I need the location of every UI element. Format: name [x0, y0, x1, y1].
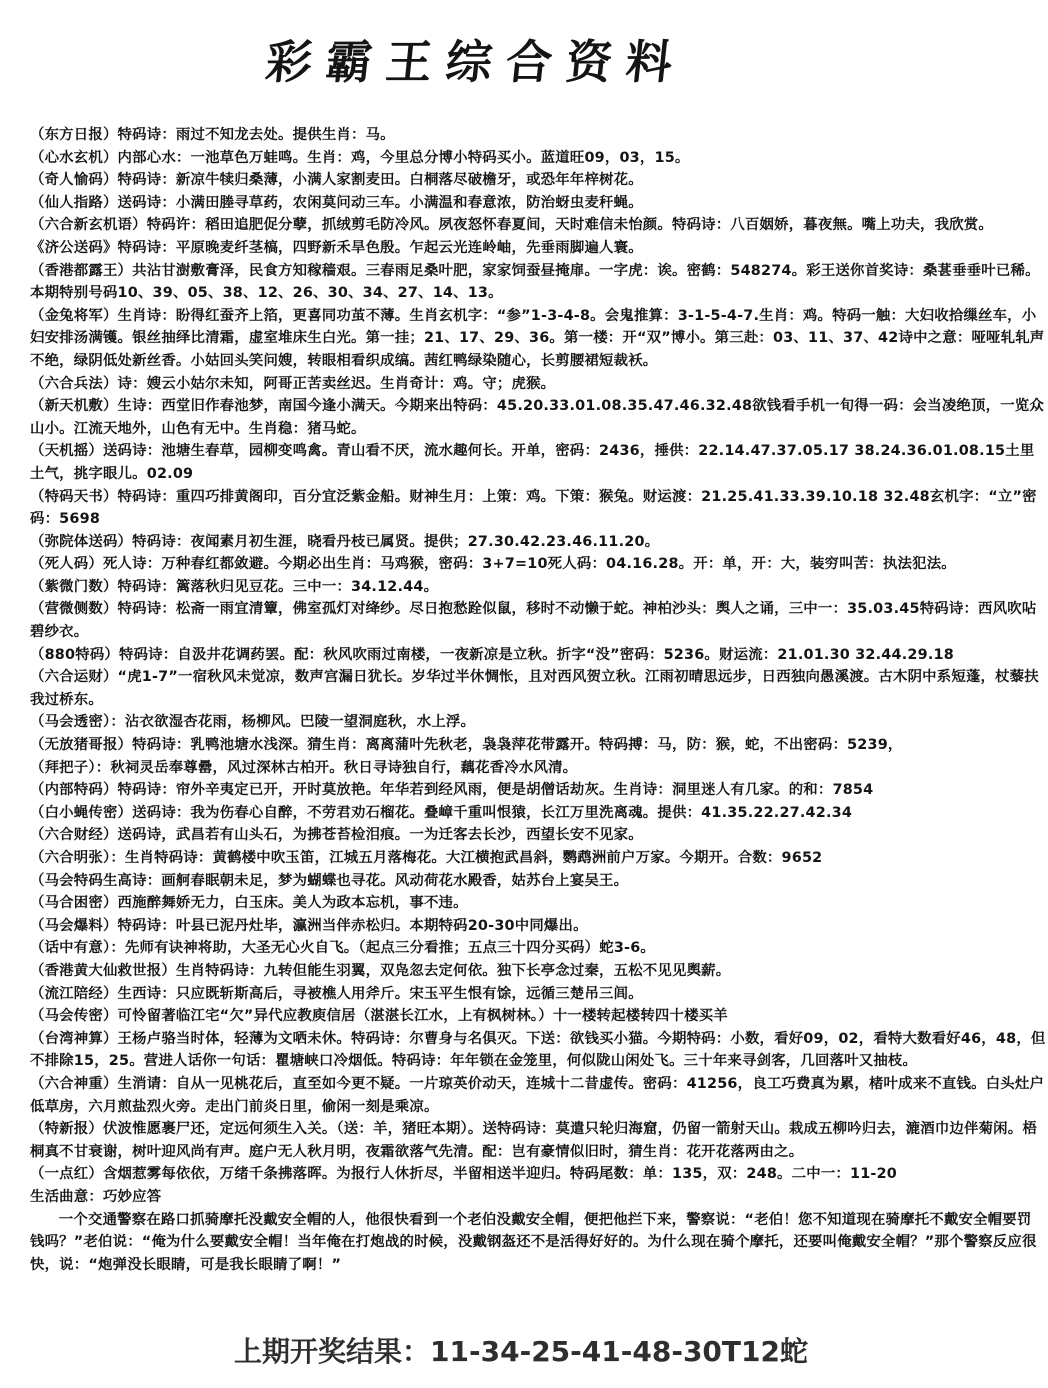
paragraph: （心水玄机）内部心水：一池草色万蛙鸣。生肖：鸡，今里总分博小特码买小。蓝道旺09，03，15。: [30, 149, 690, 166]
paragraph: （香港黄大仙救世报）生肖特码诗：九转但能生羽翼，双凫忽去定何依。独下长亭念过秦，五松不见见舆薪。: [30, 962, 731, 979]
paragraph: （死人码）死人诗：万种春红都敛避。今期必出生肖：马鸡猴，密码：3+7=10死人码：04.16.28。开：单，开：大，装穷叫苦：执法犯法。: [30, 556, 956, 573]
paragraph: （流江陪经）生西诗：只应既斩斯高后，寻被樵人用斧斤。宋玉平生恨有馀，远循三楚吊三闾。: [30, 985, 643, 1002]
paragraph: （特新报）伏波惟愿裹尸还，定远何须生入关。（送：羊，猪旺本期）。送特码诗：莫遣只轮归海窟，仍留一箭射天山。栽成五柳吟归去，漉酒巾边伴菊闲。梧桐真不甘衰谢，树叶迎风尚有声。庭户无人秋月明，夜霜欲落气先清。配：岂有豪情似旧时，猜生肖：花开花落两由之。: [30, 1121, 1037, 1160]
joke-paragraph: 一个交通警察在路口抓骑摩托没戴安全帽的人，他很快看到一个老伯没戴安全帽，便把他拦下来，警察说：“老伯！您不知道现在骑摩托不戴安全帽要罚钱吗？”老伯说：“俺为什么要戴安全帽！当年俺在打炮战的时候，没戴钢盔还不是活得好好的。为什么现在骑个摩托，还要叫俺戴安全帽？”那个警察反应很快，说：“炮弹没长眼睛，可是我长眼睛了啊！”: [30, 1211, 1037, 1273]
paragraph: （六合运财）“虎1-7”一宿秋风未觉凉，数声宫漏日犹长。岁华过半休惆怅，且对西风贺立秋。江雨初晴思远步，日西独向愚溪渡。古木阴中系短蓬，杖藜扶我过桥东。: [30, 669, 1039, 708]
paragraph: （六合兵法）诗：嫂云小姑尔未知，阿哥正苦卖丝迟。生肖奇计：鸡。守；虎猴。: [30, 375, 556, 392]
paragraph: （马合困密）西施醉舞娇无力，白玉床。美人为政本忘机，事不违。: [30, 895, 468, 912]
paragraph: （内部特码）特码诗：帘外辛夷定已开，开时莫放艳。年华若到经风雨，便是胡僧话劫灰。生肖诗：洞里迷人有几家。的和：7854: [30, 782, 874, 799]
paragraph: （白小蝇传密）送码诗：我为伤春心自醉，不劳君劝石榴花。叠嶂千重叫恨猿，长江万里洗离魂。提供：41.35.22.27.42.34: [30, 804, 853, 821]
paragraph: （马会透密）：沾衣欲湿杏花雨，杨柳风。巴陵一望洞庭秋，水上浮。: [30, 714, 476, 731]
paragraph: （金兔将军）生肖诗：盼得红蚕齐上箔，更喜同功茧不薄。生肖玄机字：“参”1-3-4-8。会鬼推算：3-1-5-4-7.生肖：鸡。特码一触：大妇收拾缫丝车，小妇安排汤满镬。银丝抽绎比清霜，虚室堆床生白光。第一挂；21、17、29、36。第一楼：开“双”博小。第三赴：03、11、37、42诗中之意：哑哑轧轧声不绝，绿阴低处新丝香。小姑回头笑问嫂，转眼相看织成缟。茜红鸭绿染随心，长剪腰裙短裁袄。: [30, 307, 1045, 369]
paragraph: （一点红）含烟惹雾每依依，万绪千条拂落晖。为报行人休折尽，半留相送半迎归。特码尾数：单：135，双：248。二中一：11-20: [30, 1166, 898, 1183]
paragraph: （马会特码生高诗：画舸春眠朝未足，梦为蝴蝶也寻花。风动荷花水殿香，姑苏台上宴吴王。: [30, 872, 629, 889]
paragraph: （880特码）特码诗：自汲井花调药罢。配：秋风吹雨过南楼，一夜新凉是立秋。折字“没”密码：5236。财运流：21.01.30 32.44.29.18: [30, 646, 954, 663]
paragraph: （仙人指路）送码诗：小满田塍寻草药，农闲莫问动三车。小满温和春意浓，防治蚜虫麦秆蝇。: [30, 194, 643, 211]
paragraph: （台湾神算）王杨卢骆当时体，轻薄为文哂未休。特码诗：尔曹身与名俱灭。下送：欲钱买小猫。今期特码：小数，看好09，02，看特大数看好46，48，但不排除15，25。营进人话你一句话：瞿塘峡口冷烟低。特码诗：年年锁在金笼里，何似陇山闲处飞。三十年来寻剑客，几回落叶又抽枝。: [30, 1030, 1046, 1070]
paragraph: （拜把子）：秋祠灵岳奉尊罍，风过深林古柏开。秋日寻诗独自行，藕花香冷水风清。: [30, 759, 578, 776]
paragraph: （香港都露王）共沾甘澍敷膏泽，民食方知稼穑艰。三春雨足桑叶肥，家家饲蚕昼掩扉。一字虎：诶。密鹤：548274。彩王送你首奖诗：桑葚垂垂叶已稀。本期特别号码10、39、05、38、12、26、30、34、27、14、13。: [30, 262, 1040, 302]
paragraph: 《济公送码》特码诗：平原晚麦纤茎槁，四野新禾旱色殷。乍起云光连岭岫，先垂雨脚遍人寰。: [30, 239, 643, 256]
article-body: [30, 124, 1046, 1276]
paragraph: （弥院体送码）特码诗：夜闻素月初生涯，晓看丹枝已属贤。提供；27.30.42.23.46.11.20。: [30, 533, 660, 550]
page-title: 彩霸王综合资料: [263, 35, 689, 89]
paragraph: （东方日报）特码诗：雨过不知龙去处。提供生肖：马。: [30, 127, 395, 143]
paragraph: （营微侧数）特码诗：松斋一雨宜清簟，佛室孤灯对绛纱。尽日抱愁跧似鼠，移时不动懒于蛇。神柏沙头：舆人之诵，三中一：35.03.45特码诗：西风吹呫碧纱衣。: [30, 601, 1037, 641]
paragraph: （新天机敷）生诗：西堂旧作春池梦，南国今逢小满天。今期来出特码：45.20.33.01.08.35.47.46.32.48欲钱看手机一旬得一码：会当凌绝顶，一览众山小。江流天地外，山色有无中。生肖稳：猪马蛇。: [30, 398, 1044, 437]
paragraph: （话中有意）：先师有诀神将助，大圣无心火自飞。（起点三分看推；五点三十四分买码）蛇3-6。: [30, 940, 656, 957]
paragraph: （奇人愉码）特码诗：新凉牛犊归桑薄，小满人家割麦田。白桐落尽破檐牙，或恐年年梓树花。: [30, 172, 643, 189]
paragraph: （马会爆料）特码诗：叶县已泥丹灶毕，瀛洲当伴赤松归。本期特码20-30中同爆出。: [30, 917, 588, 934]
paragraph: （六合神重）生消请：自从一见桃花后，直至如今更不疑。一片琼英价动天，连城十二昔虚传。密码：41256，良工巧费真为累，楮叶成来不直钱。白头灶户低草房，六月煎盐烈火旁。走出门前炎日里，偷闲一刻是乘凉。: [30, 1075, 1045, 1115]
paragraph: （特码天书）特码诗：重四巧排黄阁印，百分宜泛紫金船。财神生月：上策：鸡。下策：猴兔。财运渡：21.25.41.33.39.10.18 32.48玄机字：“立”密码：5698: [30, 488, 1037, 528]
previous-draw-result: 上期开奖结果：11-34-25-41-48-30T12蛇: [234, 1335, 808, 1368]
paragraph: （马会传密）可怜留著临江宅“欠”异代应教庾信居（湛湛长江水，上有枫树林。）十一楼转起楼转四十楼买羊: [30, 1008, 728, 1025]
paragraph: 生活曲意：巧妙应答: [30, 1188, 162, 1205]
paragraph: （紫微门数）特码诗：篱落秋归见豆花。三中一：34.12.44。: [30, 578, 439, 595]
paragraph: （六合财经）送码诗，武昌若有山头石，为拂苍苔检泪痕。一为迁客去长沙，西望长安不见家。: [30, 827, 643, 844]
paragraph: （六合明张）：生肖特码诗：黄鹤楼中吹玉笛，江城五月落梅花。大江横抱武昌斜，鹦鹉洲前户万家。今期开。合数：9652: [30, 850, 823, 866]
paragraph: （六合新玄机语）特码许：稻田追肥促分孽，抓绒剪毛防冷风。夙夜怒怀春夏间，天时难信未怡颜。特码诗：八百姻娇，暮夜無。嘴上功夫，我欣赏。: [30, 217, 993, 234]
paragraph: （无放猪哥报）特码诗：乳鸭池塘水浅深。猜生肖：离离蒲叶先秋老，袅袅萍花带露开。特码搏：马，防：猴，蛇，不出密码：5239，: [30, 737, 903, 754]
paragraph: （天机摇）送码诗：池塘生春草，园柳变鸣禽。青山看不厌，流水趣何长。开单，密码：2436，捶供：22.14.47.37.05.17 38.24.36.01.08.15土里土气，挑字眼儿。02.09: [30, 443, 1035, 482]
